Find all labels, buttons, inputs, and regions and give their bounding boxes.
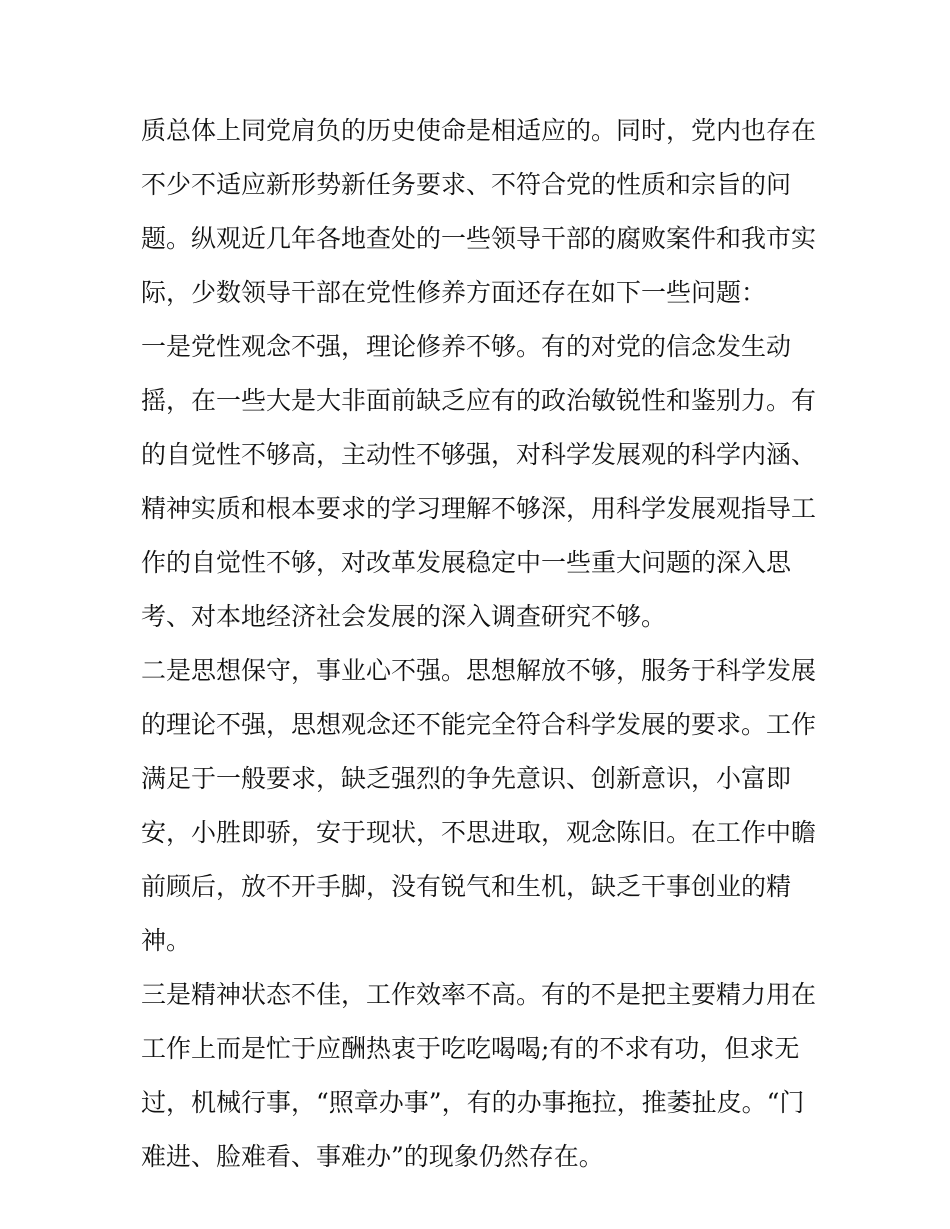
text-line: 质总体上同党肩负的历史使命是相适应的。同时，党内也存在	[141, 116, 817, 145]
text-line: 考、对本地经济社会发展的深入调查研究不够。	[141, 602, 667, 631]
text-line: 工作上而是忙于应酬热衷于吃吃喝喝;有的不求有功，但求无	[141, 1034, 800, 1063]
text-line: 摇，在一些大是大非面前缺乏应有的政治敏锐性和鉴别力。有	[141, 386, 817, 415]
paragraph-2-line: 二是思想保守，事业心不强。思想解放不够，服务于科学发展	[141, 656, 817, 685]
paragraph-1-line: 一是党性观念不强，理论修养不够。有的对党的信念发生动	[141, 332, 792, 361]
paragraph-3-line: 三是精神状态不佳，工作效率不高。有的不是把主要精力用在	[141, 980, 817, 1009]
text-line: 作的自觉性不够，对改革发展稳定中一些重大问题的深入思	[141, 548, 792, 577]
text-line: 精神实质和根本要求的学习理解不够深，用科学发展观指导工	[141, 494, 817, 523]
text-line: 际，少数领导干部在党性修养方面还存在如下一些问题：	[141, 278, 767, 307]
text-line: 前顾后，放不开手脚，没有锐气和生机，缺乏干事创业的精	[141, 872, 792, 901]
text-line: 过，机械行事，“照章办事”，有的办事拖拉，推萎扯皮。“门	[141, 1088, 805, 1117]
text-line: 满足于一般要求，缺乏强烈的争先意识、创新意识，小富即	[141, 764, 792, 793]
text-line: 的自觉性不够高，主动性不够强，对科学发展观的科学内涵、	[141, 440, 817, 469]
text-line: 题。纵观近几年各地查处的一些领导干部的腐败案件和我市实	[141, 224, 817, 253]
text-line: 不少不适应新形势新任务要求、不符合党的性质和宗旨的问	[141, 170, 792, 199]
text-line: 安，小胜即骄，安于现状，不思进取，观念陈旧。在工作中瞻	[141, 818, 817, 847]
text-line: 难进、脸难看、事难办”的现象仍然存在。	[141, 1142, 604, 1171]
text-line: 的理论不强，思想观念还不能完全符合科学发展的要求。工作	[141, 710, 817, 739]
text-line: 神。	[141, 926, 192, 955]
document-body	[141, 104, 821, 1184]
